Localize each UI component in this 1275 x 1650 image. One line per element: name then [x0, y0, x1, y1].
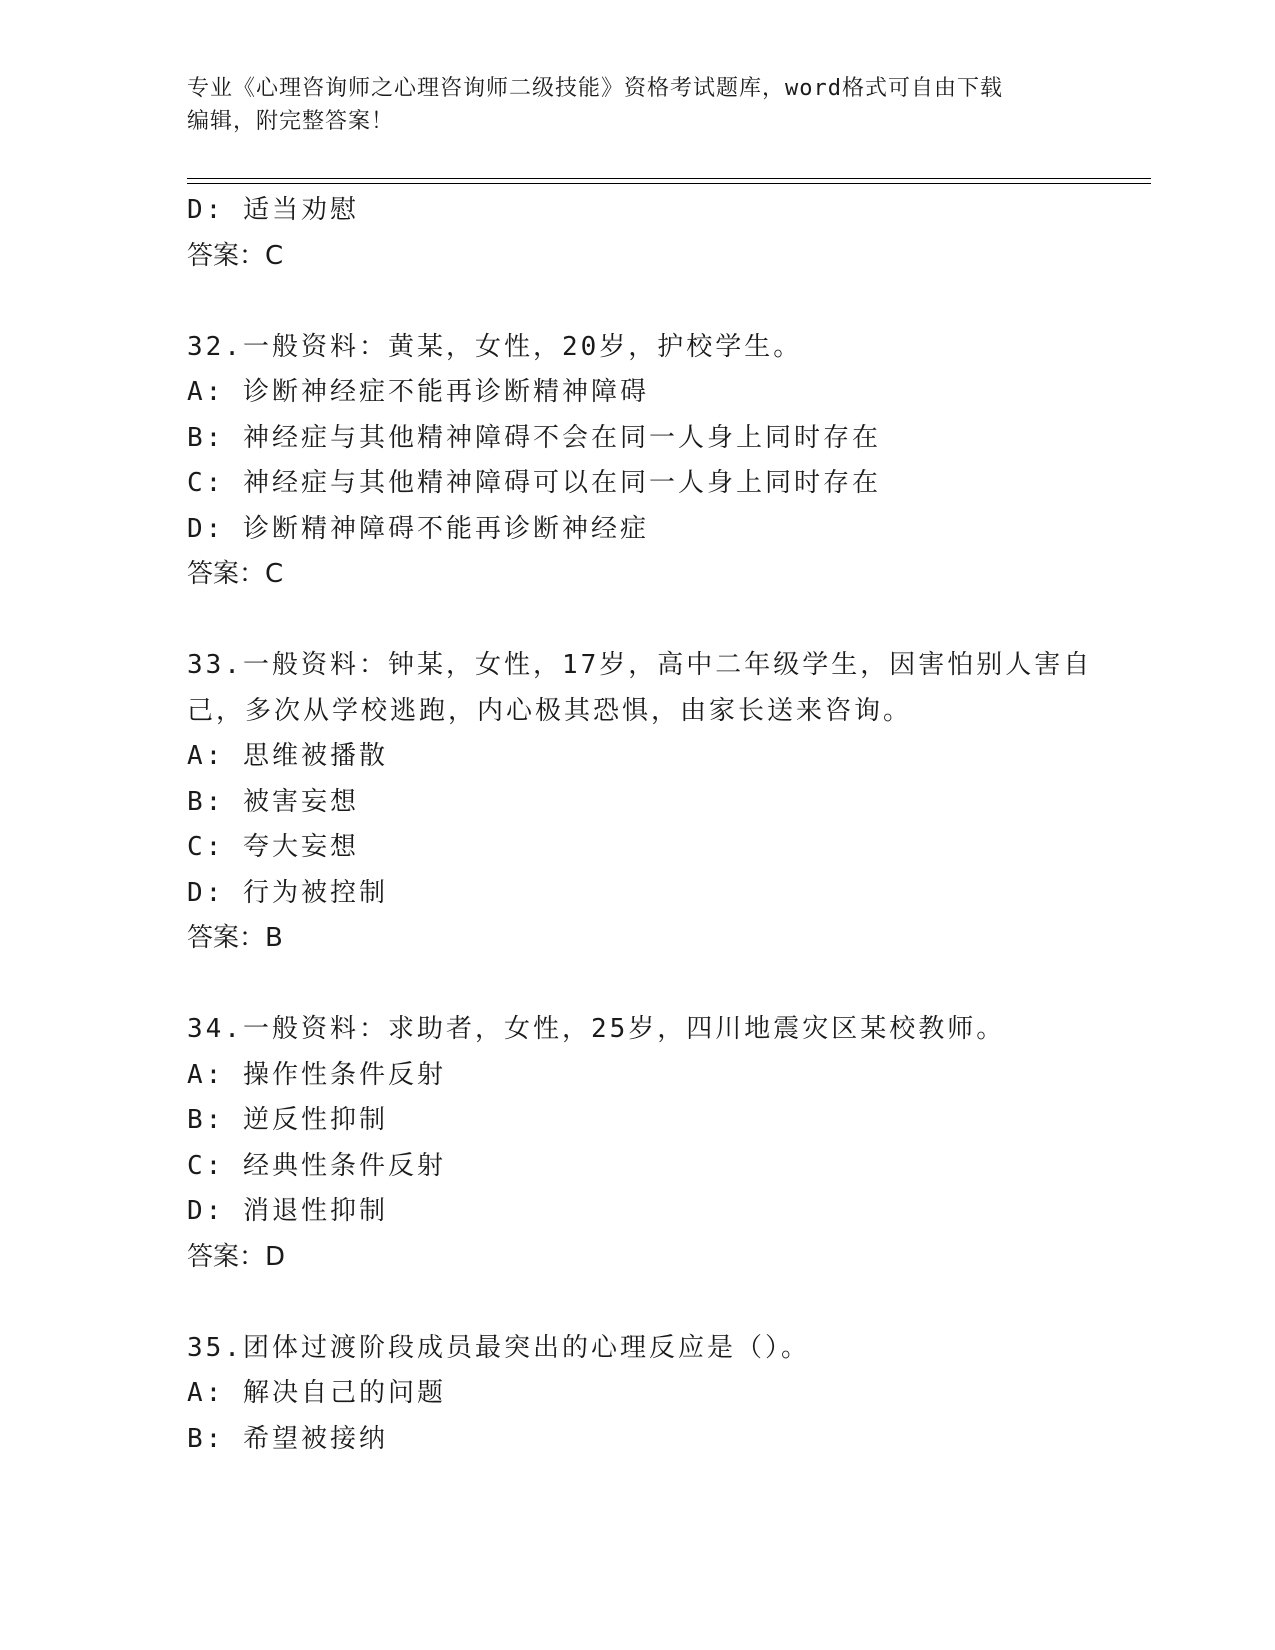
question-stem-line-1: 33.一般资料：钟某，女性，17岁，高中二年级学生，因害怕别人害自	[187, 650, 1093, 680]
answer: 答案：C	[187, 240, 284, 271]
question-stem: 35.团体过渡阶段成员最突出的心理反应是（）。	[187, 1332, 810, 1363]
question-list	[187, 188, 1093, 1462]
question-33	[187, 643, 1093, 962]
spacer	[187, 279, 1087, 325]
question-stem-line-2: 己，多次从学校逃跑，内心极其恐惧，由家长送来咨询。	[187, 695, 913, 726]
option-a: A: 思维被播散	[187, 741, 388, 771]
option-c: C: 神经症与其他精神障碍可以在同一人身上同时存在	[187, 468, 881, 498]
option-c: C: 经典性条件反射	[187, 1150, 446, 1181]
question-stem: 32.一般资料：黄某，女性，20岁，护校学生。	[187, 331, 803, 362]
header-line-2: 编辑，附完整答案！	[187, 109, 395, 134]
header-divider-top	[187, 178, 1151, 179]
option-d: D: 消退性抑制	[187, 1196, 388, 1226]
question-34	[187, 1007, 1087, 1280]
document-header	[187, 72, 1067, 138]
header-line-1: 专业《心理咨询师之心理咨询师二级技能》资格考试题库，word格式可自由下载	[187, 76, 1003, 101]
spacer	[187, 962, 1087, 1008]
spacer	[187, 1280, 1087, 1326]
option-b: B: 神经症与其他精神障碍不会在同一人身上同时存在	[187, 422, 881, 453]
question-stem: 34.一般资料：求助者，女性，25岁，四川地震灾区某校教师。	[187, 1014, 1006, 1044]
answer: 答案：D	[187, 1241, 286, 1272]
option-a: A: 操作性条件反射	[187, 1059, 446, 1090]
header-divider-bottom	[187, 183, 1151, 184]
option-d: D: 诊断精神障碍不能再诊断神经症	[187, 513, 649, 544]
answer: 答案：B	[187, 923, 283, 953]
question-35	[187, 1326, 1087, 1463]
option-c: C: 夸大妄想	[187, 832, 359, 862]
option-d: D: 行为被控制	[187, 877, 388, 908]
question-32	[187, 325, 1087, 598]
option-b: B: 逆反性抑制	[187, 1105, 388, 1135]
spacer	[187, 598, 1087, 644]
answer: 答案：C	[187, 559, 284, 589]
option-a: A: 诊断神经症不能再诊断精神障碍	[187, 377, 649, 407]
option-d: D: 适当劝慰	[187, 195, 359, 225]
option-a: A: 解决自己的问题	[187, 1378, 446, 1408]
option-b: B: 被害妄想	[187, 786, 359, 817]
option-b: B: 希望被接纳	[187, 1423, 388, 1454]
